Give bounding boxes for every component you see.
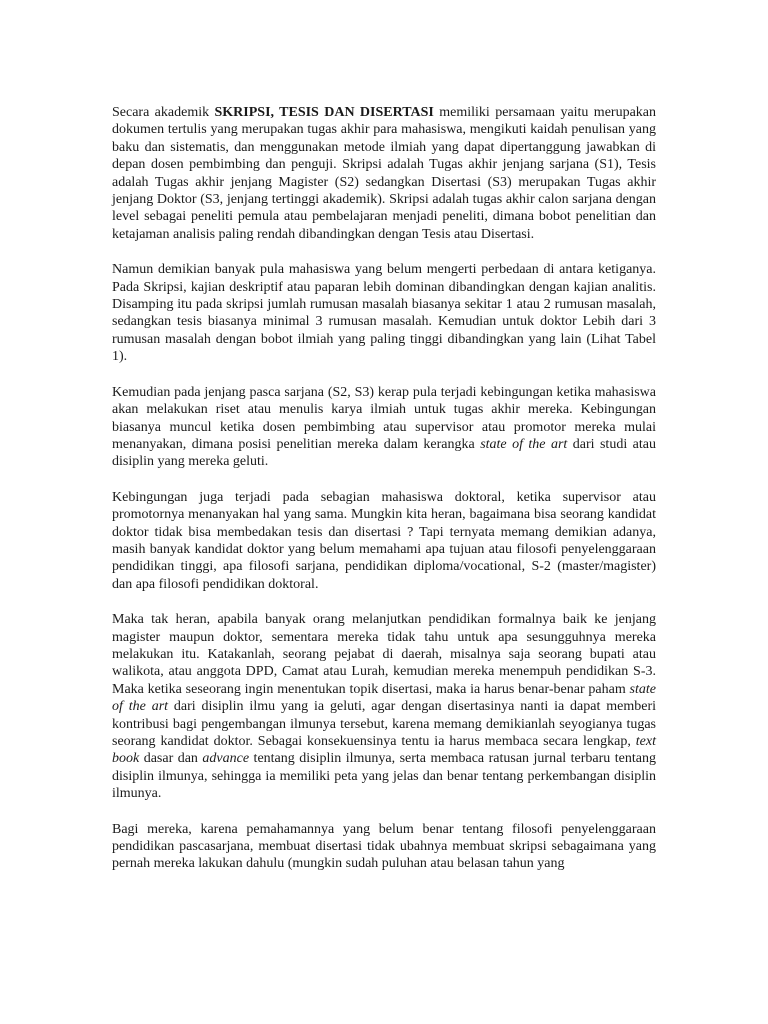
paragraph-5-text: dari disiplin ilmu yang ia geluti, agar dengan disertasinya nanti ia dapat memberi kontribusi bagi pengembangan ilmunya tersebut, karena memang demikianlah seyogianya tugas seorang kandidat doktor. Sebagai konsekuensinya tentu ia harus membaca secara lengkap, xyxy=(112,699,656,749)
paragraph-6 xyxy=(112,821,656,873)
paragraph-6-text: Bagi mereka, karena pemahamannya yang belum benar tentang filosofi penyelenggaraan pendidikan pascasarjana, membuat disertasi tidak ubahnya membuat skripsi sebagaimana yang pernah mereka lakukan dahulu (mungkin sudah puluhan atau belasan tahun yang xyxy=(112,821,656,872)
paragraph-2 xyxy=(112,261,656,365)
paragraph-5 xyxy=(112,611,656,802)
paragraph-3-text: dari studi atau disiplin yang mereka geluti. xyxy=(112,436,656,470)
paragraph-4 xyxy=(112,489,656,593)
paragraph-1-bold-title: SKRIPSI, TESIS DAN DISERTASI xyxy=(214,105,434,120)
paragraph-2-text: Namun demikian banyak pula mahasiswa yang belum mengerti perbedaan di antara ketiganya. Pada Skripsi, kajian deskriptif atau paparan lebih dominan dibandingkan dengan kajian analitis. Disamping itu pada skripsi jumlah rumusan masalah biasanya sekitar 1 atau 2 rumusan masalah, sedangkan tesis biasanya minimal 3 rumusan masalah. Kemudian untuk doktor Lebih dari 3 rumusan masalah dengan bobot ilmiah yang paling tinggi dibandingkan yang lain (Lihat Tabel 1). xyxy=(112,262,656,365)
paragraph-1-text: Secara akademik xyxy=(112,105,215,120)
paragraph-5-text: tentang disiplin ilmunya, serta membaca ratusan jurnal terbaru tentang disiplin ilmunya, sehingga ia memiliki peta yang jelas dan benar tentang perkembangan disiplin ilmunya. xyxy=(112,751,656,802)
paragraph-3-italic-term: state of the art xyxy=(480,436,568,452)
paragraph-1-text: memiliki persamaan yaitu merupakan dokumen tertulis yang merupakan tugas akhir para mahasiswa, mengikuti kaidah penulisan yang baku dan sistematis, dan menggunakan metode ilmiah yang dapat dipertanggung jawabkan di depan dosen pembimbing dan penguji. Skripsi adalah Tugas akhir jenjang sarjana (S1), Tesis adalah Tugas akhir jenjang Magister (S2) sedangkan Disertasi (S3) merupakan Tugas akhir jenjang Doktor (S3, jenjang tertinggi akademik). Skripsi adalah tugas akhir calon sarjana dengan level sebagai peneliti pemula atau pembelajaran menjadi peneliti, dimana bobot penelitian dan ketajaman analisis paling rendah dibandingkan dengan Tesis atau Disertasi. xyxy=(112,105,657,242)
paragraph-5-text: dasar dan xyxy=(139,751,203,767)
paragraph-5-text: Maka tak heran, apabila banyak orang melanjutkan pendidikan formalnya baik ke jenjang magister maupun doktor, sementara mereka tidak tahu untuk apa sesungguhnya mereka melakukan itu. Katakanlah, seorang pejabat di daerah, misalnya saja seorang bupati atau walikota, atau anggota DPD, Camat atau Lurah, kemudian mereka menempuh pendidikan S-3. Maka ketika seseorang ingin menentukan topik disertasi, maka ia harus benar-benar paham xyxy=(112,612,656,697)
paragraph-3-text: Kemudian pada jenjang pasca sarjana (S2, S3) kerap pula terjadi kebingungan ketika mahasiswa akan melakukan riset atau menulis karya ilmiah untuk tugas akhir mereka. Kebingungan biasanya muncul ketika dosen pembimbing atau supervisor atau promotor mereka mulai menanyakan, dimana posisi penelitian mereka dalam kerangka xyxy=(112,384,656,452)
paragraph-5-italic-term: advance xyxy=(202,751,250,767)
paragraph-4-text: Kebingungan juga terjadi pada sebagian mahasiswa doktoral, ketika supervisor atau promotornya menanyakan hal yang sama. Mungkin kita heran, bagaimana bisa seorang kandidat doktor tidak bisa membedakan tesis dan disertasi ? Tapi ternyata memang demikian adanya, masih banyak kandidat doktor yang belum memahami apa tujuan atau filosofi penyelenggaraan pendidikan tinggi, apa filosofi sarjana, pendidikan diploma/vocational, S-2 (master/magister) dan apa filosofi pendidikan doktoral. xyxy=(112,489,656,592)
paragraph-5-italic-term: state of the art xyxy=(112,681,656,715)
paragraph-5-italic-term: text book xyxy=(112,734,656,767)
paragraph-1 xyxy=(112,104,656,243)
paragraph-3 xyxy=(112,384,656,471)
